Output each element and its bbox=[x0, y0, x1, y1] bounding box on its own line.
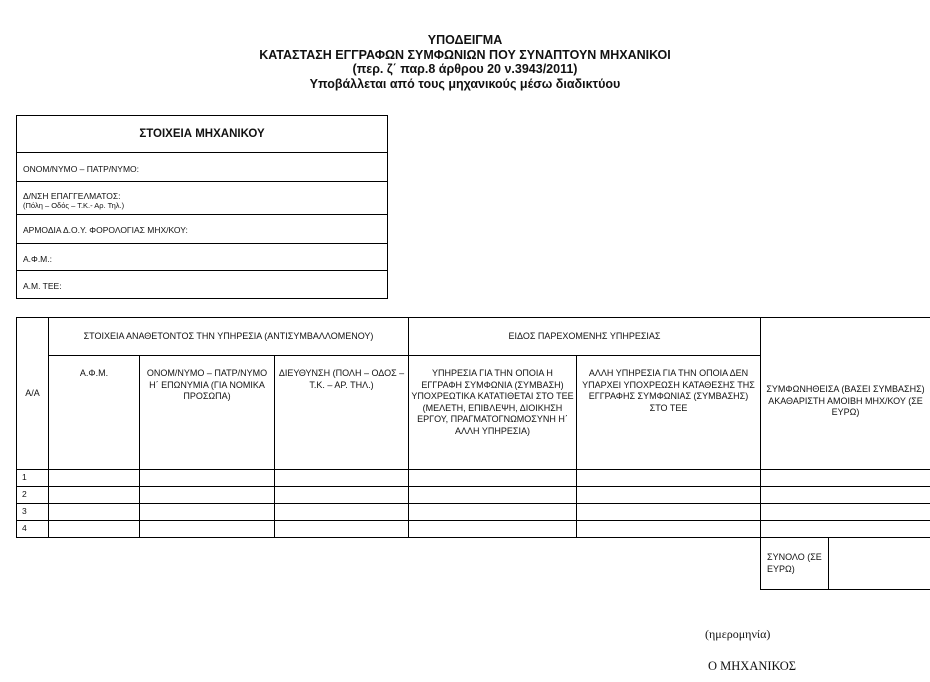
row-number: 4 bbox=[17, 521, 49, 538]
document-header bbox=[0, 33, 930, 91]
engineer-address-field bbox=[17, 181, 387, 214]
header-line-4: Υποβάλλεται από τους μηχανικούς μέσω διαδικτύου bbox=[309, 76, 621, 91]
table-row bbox=[17, 470, 930, 487]
col-header-service-other: ΑΛΛΗ ΥΠΗΡΕΣΙΑ ΓΙΑ ΤΗΝ ΟΠΟΙΑ ΔΕΝ ΥΠΑΡΧΕΙ ΥΠΟΧΡΕΩΣΗ ΚΑΤΑΘΕΣΗΣ ΤΗΣ ΕΓΓΡΑΦΗΣ ΣΥΜΦΩΝΙΑΣ (ΣΥΜΒΑΣΗΣ) ΣΤΟ ΤΕΕ bbox=[577, 356, 761, 470]
engineer-tax-office-field: ΑΡΜΟΔΙΑ Δ.Ο.Υ. ΦΟΡΟΛΟΓΙΑΣ ΜΗΧ/ΚΟΥ: bbox=[17, 214, 387, 243]
date-label: (ημερομηνία) bbox=[705, 627, 771, 641]
engineer-address-sublabel: (Πόλη – Οδός – Τ.Κ.- Αρ. Τηλ.) bbox=[23, 201, 125, 210]
engineer-address-label: Δ/ΝΣΗ ΕΠΑΓΓΕΛΜΑΤΟΣ: bbox=[23, 191, 121, 201]
header-line-1: ΥΠΟΔΕΙΓΜΑ bbox=[427, 33, 503, 47]
engineer-afm-field: Α.Φ.Μ.: bbox=[17, 243, 387, 270]
engineer-box-title: ΣΤΟΙΧΕΙΑ ΜΗΧΑΝΙΚΟΥ bbox=[139, 128, 265, 140]
table-row bbox=[17, 504, 930, 521]
row-number: 3 bbox=[17, 504, 49, 521]
header-line-2: ΚΑΤΑΣΤΑΣΗ ΕΓΓΡΑΦΩΝ ΣΥΜΦΩΝΙΩΝ ΠΟΥ ΣΥΝΑΠΤΟΥΝ ΜΗΧΑΝΙΚΟΙ bbox=[259, 47, 671, 62]
col-header-aa: Α/Α bbox=[17, 318, 49, 470]
group-header-contractor: ΣΤΟΙΧΕΙΑ ΑΝΑΘΕΤΟΝΤΟΣ ΤΗΝ ΥΠΗΡΕΣΙΑ (ΑΝΤΙΣΥΜΒΑΛΛΟΜΕΝΟΥ) bbox=[49, 318, 409, 356]
col-header-name: ΟΝΟΜ/ΝΥΜΟ – ΠΑΤΡ/ΝΥΜΟ Η΄ ΕΠΩΝΥΜΙΑ (ΓΙΑ ΝΟΜΙΚΑ ΠΡΟΣΩΠΑ) bbox=[140, 356, 275, 470]
signer-label: Ο ΜΗΧΑΝΙΚΟΣ bbox=[708, 659, 797, 673]
col-header-fee: ΣΥΜΦΩΝΗΘΕΙΣΑ (ΒΑΣΕΙ ΣΥΜΒΑΣΗΣ) ΑΚΑΘΑΡΙΣΤΗ ΑΜΟΙΒΗ ΜΗΧ/ΚΟΥ (ΣΕ ΕΥΡΩ) bbox=[761, 318, 930, 470]
header-line-3: (περ. ζ΄ παρ.8 άρθρου 20 ν.3943/2011) bbox=[352, 62, 578, 76]
engineer-info-box bbox=[16, 115, 388, 299]
agreements-table bbox=[16, 317, 930, 590]
col-header-afm: Α.Φ.Μ. bbox=[49, 356, 140, 470]
row-number: 2 bbox=[17, 487, 49, 504]
engineer-name-field: ΟΝΟΜ/ΝΥΜΟ – ΠΑΤΡ/ΝΥΜΟ: bbox=[17, 152, 387, 181]
total-value-cell bbox=[829, 538, 930, 590]
table-row bbox=[17, 487, 930, 504]
col-header-service-required: ΥΠΗΡΕΣΙΑ ΓΙΑ ΤΗΝ ΟΠΟΙΑ Η ΕΓΓΡΑΦΗ ΣΥΜΦΩΝΙΑ (ΣΥΜΒΑΣΗ) ΥΠΟΧΡΕΩΤΙΚΑ ΚΑΤΑΤΙΘΕΤΑΙ ΣΤΟ ΤΕΕ (ΜΕΛΕΤΗ, ΕΠΙΒΛΕΨΗ, ΔΙΟΙΚΗΣΗ ΕΡΓΟΥ, ΠΡΑΓΜΑΤΟΓΝΩΜΟΣΥΝΗ Η΄ ΑΛΛΗ ΥΠΗΡΕΣΙΑ) bbox=[409, 356, 577, 470]
total-label: ΣΥΝΟΛΟ (ΣΕ ΕΥΡΩ) bbox=[761, 538, 829, 590]
col-header-address: ΔΙΕΥΘΥΝΣΗ (ΠΟΛΗ – ΟΔΟΣ – Τ.Κ. – ΑΡ. ΤΗΛ.) bbox=[275, 356, 409, 470]
group-header-service-type: ΕΙΔΟΣ ΠΑΡΕΧΟΜΕΝΗΣ ΥΠΗΡΕΣΙΑΣ bbox=[409, 318, 761, 356]
table-row bbox=[17, 521, 930, 538]
engineer-am-tee-field: Α.Μ. ΤΕΕ: bbox=[17, 270, 387, 298]
row-number: 1 bbox=[17, 470, 49, 487]
